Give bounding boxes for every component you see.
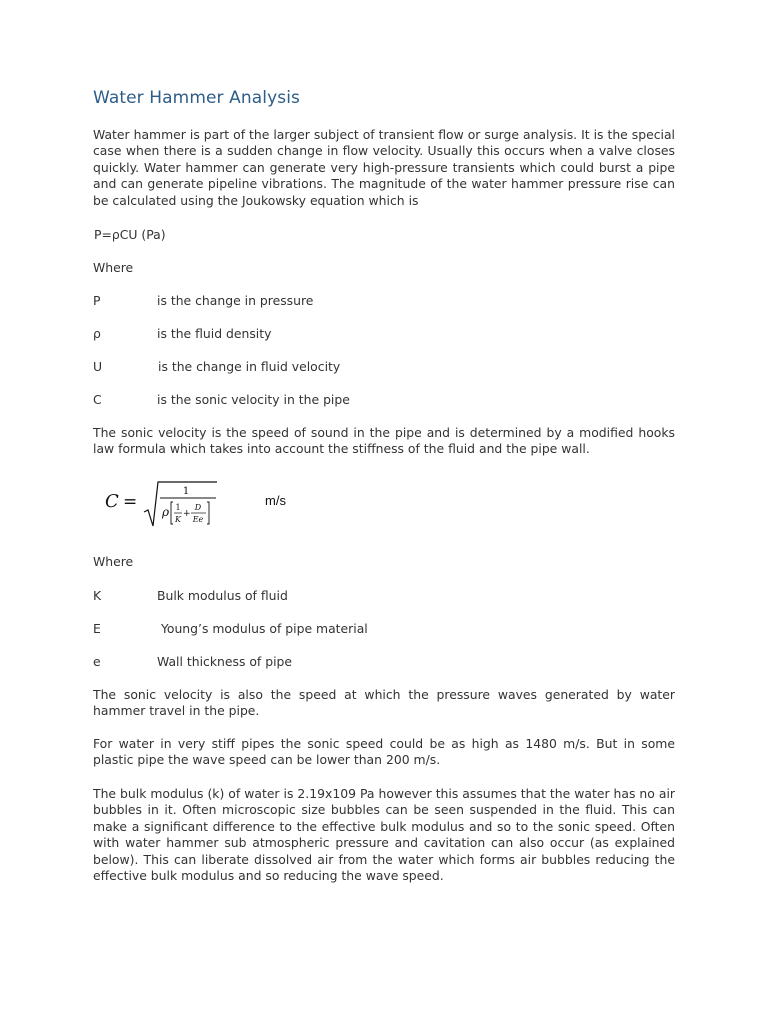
def-text: Bulk modulus of fluid [157,588,288,603]
wave-speed-paragraph: The sonic velocity is also the speed at which the pressure waves generated by water hammer travel in the pipe. [93,687,675,719]
def-text: Young’s modulus of pipe material [157,621,368,636]
formula-rho: ρ [162,505,170,519]
where-label-1: Where [93,260,134,275]
sonic-velocity-paragraph: The sonic velocity is the speed of sound in the pipe and is determined by a modified hooks law formula which takes into account the stiffness of the fluid and the pipe wall. [93,425,675,457]
def-term: E [93,621,101,636]
def-text: is the sonic velocity in the pipe [157,392,350,407]
formula-K: K [175,515,181,524]
def-term: U [93,359,103,374]
document-title: Water Hammer Analysis [93,88,300,108]
def-text: is the change in fluid velocity [158,359,341,374]
joukowsky-equation: P=ρCU (Pa) [94,227,166,242]
formula-plus: + [183,509,191,519]
def-term: P [93,293,101,308]
def-term: e [93,654,101,669]
intro-paragraph: Water hammer is part of the larger subject of transient flow or surge analysis. It is the special case when there is a sudden change in flow velocity. Usually this occurs when a valve closes quickly. Water hammer can generate very high-pressure transients which could burst a pipe and can generate pipeline vibrations. The magnitude of the water hammer pressure rise can be calculated using the Joukowsky equation which is [93,127,675,208]
formula-one: 1 [175,503,181,512]
def-term: C [93,392,102,407]
where-label-2: Where [93,554,134,569]
formula-D: D [194,503,202,512]
water-sonic-speed-paragraph: For water in very stiff pipes the sonic speed could be as high as 1480 m/s. But in some plastic pipe the wave speed can be lower than 200 m/s. [93,736,675,768]
formula-unit: m/s [265,493,286,508]
formula-Ee: Ee [192,515,204,524]
sonic-velocity-formula [100,478,230,530]
def-term: K [93,588,102,603]
def-text: is the fluid density [157,326,272,341]
formula-lhs: C [105,491,119,512]
def-term: ρ [93,326,101,341]
def-text: is the change in pressure [157,293,314,308]
def-text: Wall thickness of pipe [157,654,293,669]
formula-equals: = [123,492,138,512]
formula-numerator: 1 [182,486,190,497]
bulk-modulus-paragraph: The bulk modulus (k) of water is 2.19x109 Pa however this assumes that the water has no air bubbles in it. Often microscopic size bubbles can be seen suspended in the fluid. This can make a significant difference to the effective bulk modulus and so to the sonic speed. Often with water hammer sub atmospheric pressure and cavitation can also occur (as explained below). This can liberate dissolved air from the water which forms air bubbles reducing the effective bulk modulus and so reducing the wave speed. [93,786,675,884]
